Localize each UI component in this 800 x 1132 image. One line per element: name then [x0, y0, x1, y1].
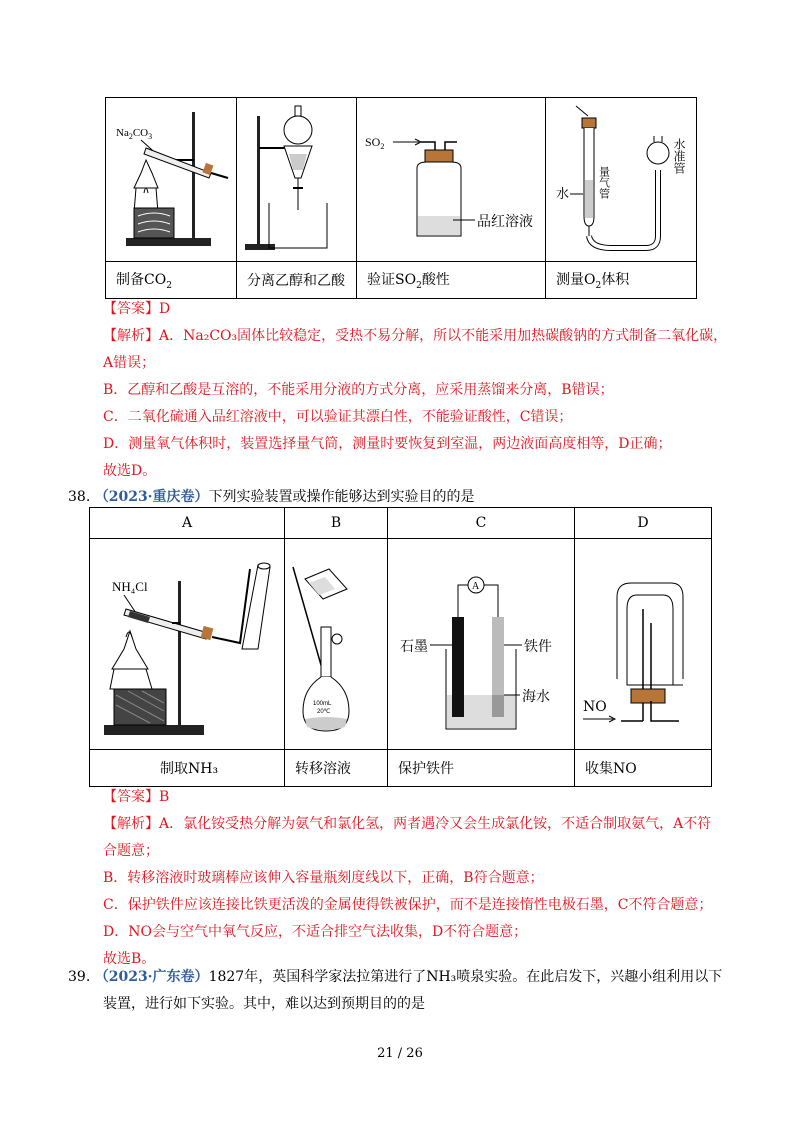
header-b: B [285, 508, 388, 539]
galvanic-protection-diagram [388, 539, 575, 749]
q37-analysis-line-3: B．乙醇和乙酸是互溶的，不能采用分液的方式分离，应采用蒸馏来分离，B错误； [103, 382, 614, 398]
nh4cl-label: NH₄Cl [112, 579, 148, 594]
q38-analysis-line-2: 合题意； [103, 843, 159, 859]
caption-nh3: 制取NH₃ [90, 750, 285, 787]
q38-analysis-line-6: 故选B。 [103, 951, 156, 967]
volumetric-flask-diagram [285, 539, 388, 749]
question-39 [68, 964, 722, 991]
header-a: A [90, 508, 285, 539]
separating-funnel-diagram [237, 98, 357, 261]
no-collection-diagram [575, 539, 712, 749]
q38-number: 38. [68, 489, 91, 505]
q38-analysis-line-1: 【解析】A．氯化铵受热分解为氨气和氯化氢，两者遇冷又会生成氯化铵，不适合制取氨气，A不符 [103, 816, 712, 832]
no-label: NO [583, 699, 607, 715]
caption-protect-iron: 保护铁件 [388, 750, 575, 787]
q39-number: 39. [68, 969, 91, 985]
q38-source: （2023·重庆卷） [94, 489, 209, 505]
q37-analysis-line-1: 【解析】A．Na₂CO₃固体比较稳定，受热不易分解，所以不能采用加热碳酸钠的方式制备二氧化碳， [103, 328, 728, 344]
shimo-label: 石墨 [400, 639, 428, 655]
tiejian-label: 铁件 [524, 639, 552, 655]
q39-text-line-1: 1827年，英国科学家法拉第进行了NH₃喷泉实验。在此启发下，兴趣小组利用以下 [208, 969, 723, 985]
diagram-cell-transfer [285, 539, 388, 750]
q37-analysis-line-5: D．测量氧气体积时，装置选择量气筒，测量时要恢复到室温，两边液面高度相等，D正确； [103, 436, 672, 452]
diagram-cell-so2 [357, 98, 546, 262]
caption-so2: 验证$SO_2$酸性 [357, 262, 546, 299]
experiment-table-1 [105, 97, 697, 299]
diagram-cell-separating-funnel [237, 98, 357, 262]
caption-separate: 分离乙醇和乙酸 [237, 262, 357, 299]
q38-answer: 【答案】B [103, 789, 170, 805]
q37-analysis-line-2: A错误； [103, 355, 156, 371]
gas-burette-diagram [546, 98, 697, 261]
q38-analysis-line-4: C．保护铁件应该连接比铁更活泼的金属使得铁被保护，而不是连接惰性电极石墨，C不符合题意； [103, 897, 713, 913]
experiment-table-2 [89, 507, 712, 787]
pinhong-label: 品红溶液 [477, 214, 533, 230]
header-d: D [575, 508, 712, 539]
q37-answer: 【答案】D [103, 301, 171, 317]
q37-analysis-line-4: C．二氧化硫通入品红溶液中，可以验证其漂白性，不能验证酸性，C错误； [103, 409, 573, 425]
liangqiguan-label: 量气管 [597, 166, 611, 199]
q38-text: 下列实验装置或操作能够达到实验目的的是 [208, 489, 475, 505]
diagram-cell-gas-burette [546, 98, 697, 262]
q38-analysis-line-3: B．转移溶液时玻璃棒应该伸入容量瓶刻度线以下，正确，B符合题意； [103, 870, 544, 886]
flask-temp-label: 20℃ [317, 709, 331, 715]
diagram-cell-nh3 [90, 539, 285, 750]
diagram-cell-co2 [106, 98, 237, 262]
q39-text-line-2: 装置，进行如下实验。其中，难以达到预期目的的是 [103, 996, 425, 1012]
q39-source: （2023·广东卷） [94, 969, 209, 985]
ammeter-label: A [472, 581, 480, 592]
flask-volume-label: 100mL [313, 701, 332, 707]
caption-no: 收集NO [575, 750, 712, 787]
haishui-label: 海水 [522, 689, 550, 705]
nh3-apparatus-diagram [90, 539, 285, 749]
header-c: C [388, 508, 575, 539]
q38-analysis-line-5: D．NO会与空气中氧气反应，不适合排空气法收集，D不符合题意； [103, 924, 528, 940]
so2-label: $SO_2$ [365, 135, 385, 151]
na2co3-label: $Na_2CO_3$ [116, 127, 153, 141]
shuizhunguan-label: 水准管 [672, 138, 686, 174]
q37-analysis-line-6: 故选D。 [103, 463, 157, 479]
page-number: 21 / 26 [377, 1046, 423, 1061]
caption-co2: 制备$CO_2$ [106, 262, 237, 299]
diagram-cell-no-collection [575, 539, 712, 750]
caption-o2: 测量$O_2$体积 [546, 262, 697, 299]
water-label: 水 [556, 187, 570, 202]
so2-wash-bottle-diagram [357, 98, 546, 261]
caption-transfer: 转移溶液 [285, 750, 388, 787]
diagram-cell-iron-protection [388, 539, 575, 750]
co2-apparatus-diagram [106, 98, 237, 261]
